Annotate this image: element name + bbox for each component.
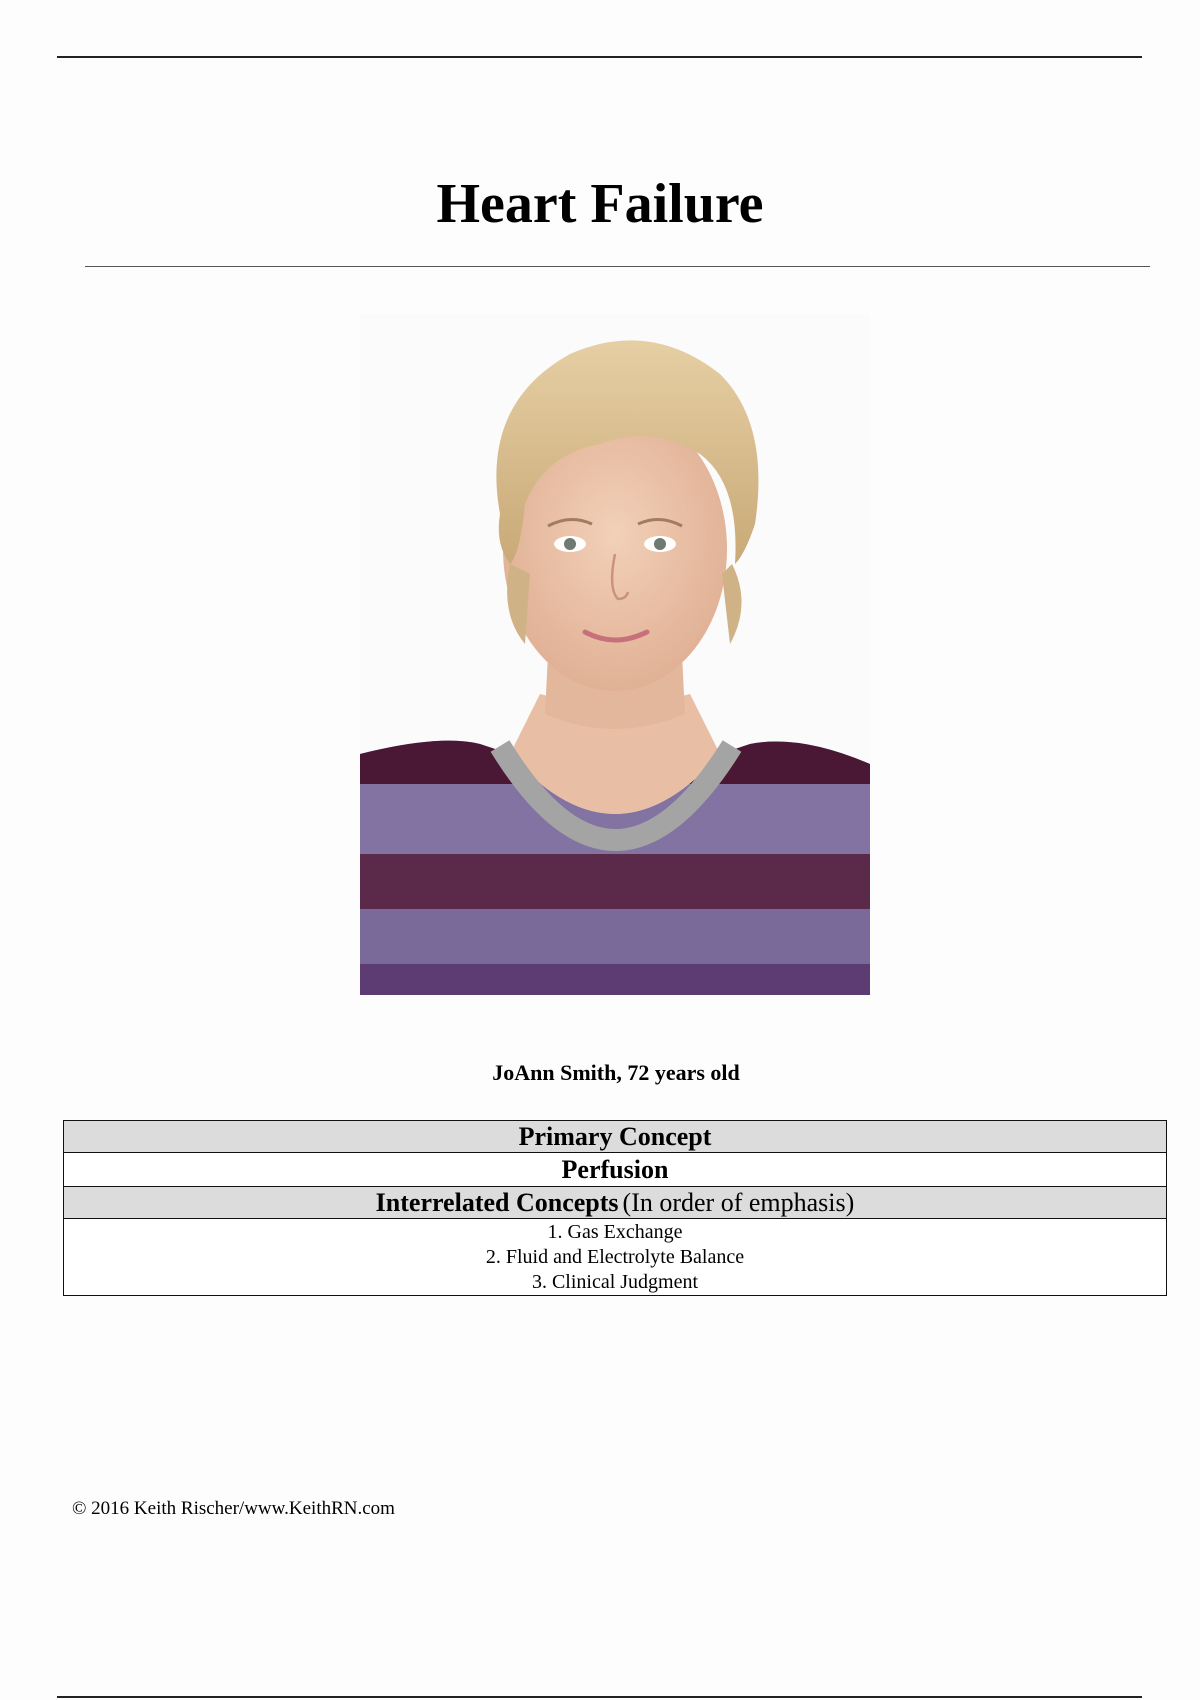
primary-concept-header-cell	[64, 1121, 1167, 1153]
list-item: 1. Gas Exchange	[547, 1220, 683, 1243]
primary-concept-value-row	[64, 1153, 1167, 1187]
primary-concept-header-row	[64, 1121, 1167, 1153]
top-divider	[57, 56, 1142, 58]
interrelated-concepts-header: Interrelated Concepts	[375, 1187, 619, 1217]
document-title: Heart Failure	[436, 173, 764, 235]
interrelated-concepts-header-cell	[64, 1187, 1167, 1219]
primary-concept-value: Perfusion	[561, 1154, 669, 1184]
patient-caption: JoAnn Smith, 72 years old	[492, 1060, 740, 1085]
title-divider	[85, 266, 1150, 267]
interrelated-concepts-header-row	[64, 1187, 1167, 1219]
list-item: 2. Fluid and Electrolyte Balance	[485, 1245, 745, 1268]
bottom-divider	[57, 1696, 1142, 1698]
list-item: 3. Clinical Judgment	[531, 1270, 699, 1293]
concept-table	[63, 1120, 1167, 1296]
patient-photo	[360, 314, 870, 995]
interrelated-concepts-list-cell	[64, 1219, 1167, 1296]
interrelated-concepts-note: (In order of emphasis)	[622, 1187, 855, 1217]
primary-concept-header: Primary Concept	[518, 1121, 712, 1151]
copyright-notice: © 2016 Keith Rischer/www.KeithRN.com	[72, 1498, 395, 1519]
primary-concept-value-cell	[64, 1153, 1167, 1187]
interrelated-concepts-list-row	[64, 1219, 1167, 1296]
